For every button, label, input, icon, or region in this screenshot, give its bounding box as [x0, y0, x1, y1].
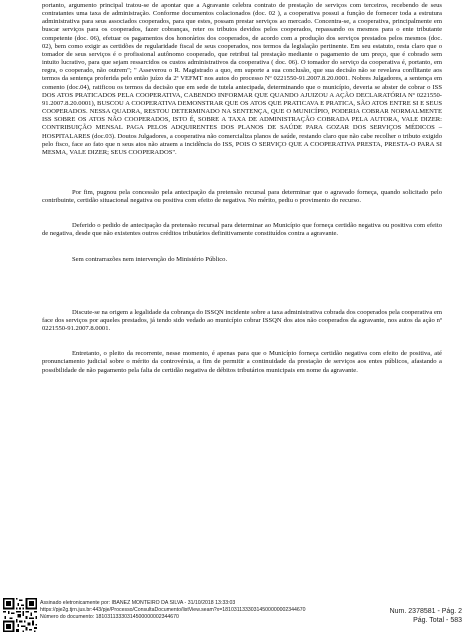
document-footer [0, 596, 474, 640]
document-body [42, 2, 442, 375]
document-url-link[interactable]: https://pje2g.tjrn.jus.br:443/pje/Processo/ConsultaDocumento/listView.seam?x=18103113330314500000002344670 [40, 607, 306, 614]
paragraph-deferred: Deferido o pedido de antecipação da pretensão recursal para determinar ao Município que forneça certidão negativa ou positiva com efeito de negativa, desde que não existentes outros créditos tributários definitivamente constituídos contra a agravante. [42, 222, 442, 238]
paragraph-however: Entretanto, o pleito da recorrente, nesse momento, é apenas para que o Município forneça certidão negativa com efeito de positiva, até pronunciamento judicial sobre o mérito da controvérsia, a fim de permitir a continuidade da prestação de serviços aos entes públicos, afastando a possibilidade de não pagamento pela falta de certidão negativa de débitos tributários municipais em nome da agravante. [42, 350, 442, 374]
paragraph-quoted-arguments: portanto, argumento principal tratou-se de apontar que a Agravante celebra contrato de prestação de serviços com terceiros, recebendo de seus contratantes uma taxa de administração. Conforme documentos colacionados (doc. 02 ), a cooperativa possui a função de fornecer toda a estrutura administrativa para seus associados cooperados, para que estes, possam prestar serviços ao mercado. Concentra-se, a cooperativa, principalmente em buscar serviços para os cooperados, fazer cobranças, reter os tributos devidos pelos cooperados, repassando os mesmos para o ente tributante competente (doc. 06), efetuar os pagamentos dos honorários dos cooperados, de acordo com a produção dos serviços prestados pelos mesmos (doc. 02), bem como exigir as certidões de regularidade fiscal de seus cooperados, nos termos da legislação pertinente. Em seu estatuto, resta claro que o tomador de seus serviços é o profissional autônomo cooperado, que retribui tal prestação mediante o pagamento de um preço, que é cobrado sem intuito lucrativo, para que sejam ressarcidos os custos administrativos da cooperativa ( doc. 06). O tomador do serviço da cooperativa é, portanto, em regra, o cooperado, não outrem"; " Asseverou o R. Magistrado a quo, em suporte a sua conclusão, que sua decisão não se revelava conflitante aos termos da sentença proferida pelo então juízo da 2ª VEFMT nos autos do processo Nº 0221550-91.2007.8.20.0001. Nobres Julgadores, a sentença em comento (doc.04), ratificou os termos da decisão que em sede de tutela antecipada, determinando que o município, deveria se abster de cobrar o ISS DOS ATOS PRATICADOS PELA COOPERATIVA, CABENDO INFORMAR QUE QUANDO AJUIZOU A AÇÃO DECLARATÓRIA Nº 0221550-91.2007.8.20.0001), BUSCOU A COOPERATIVA DEMONSTRAR QUE OS ATOS QUE PRATICAVA E PRATICA, SÃO ATOS ENTRE SI E SEUS COOPERADOS. NESSA QUADRA, RESTOU DETERMINADO NA SENTENÇA, QUE O MUNICÍPIO, PODERIA COBRAR NORMALMENTE ISS SOBRE OS ATOS NÃO COOPERADOS, ISTO É, SOBRE A TAXA DE ADMINISTRAÇÃO COBRADA PELA AUTORA, VALE DIZER: CONTRIBUIÇÃO MENSAL PAGA PELOS ADQUIRENTES DOS PLANOS DE SAÚDE PARA GOZAR DOS SERVIÇOS MÉDICOS – HOSPITALARES (doc.03). Doutos Julgadores, a cooperativa não comercializa planos de saúde, restando claro que não cabe recolher o tributo exigido pelo fisco, face ao fato que n seus atos não atraem a incidência do ISS, POIS O SERVIÇO QUE A COOPERATIVA PRESTA, PRESTA-O PARA SI MESMA, VALE DIZER; SEUS COOPERADOS". [42, 2, 442, 156]
document-number-line: Número do documento: 18103113330314500000002344670 [40, 614, 179, 621]
signed-by-line: Assinado eletronicamente por: IBANEZ MONTEIRO DA SILVA - 31/10/2018 13:33:03 [40, 600, 236, 606]
page-numbering [390, 607, 462, 625]
qr-code-icon [3, 598, 37, 632]
signature-info [40, 600, 370, 622]
page-label: Num. 2378581 - Pág. 2 [389, 608, 462, 615]
total-pages-label: Pág. Total - 583 [413, 617, 462, 624]
paragraph-discussion: Discute-se na origem a legalidade da cobrança do ISSQN incidente sobre a taxa administrativa cobrada dos cooperados pela cooperativa em face dos serviços por aqueles prestados, já tendo sido vedado ao município cobrar ISSQN dos atos não cooperados da agravante, nos autos da ação nº 0221550-91.2007.8.0001. [42, 308, 442, 333]
paragraph-no-counterarguments: Sem contrarrazões nem intervenção do Ministério Público. [72, 255, 228, 263]
paragraph-request: Por fim, pugnou pela concessão pela antecipação da pretensão recursal para determinar que o agravado forneça, quando solicitado pelo contribuinte, certidão situacional negativa ou positiva com efeito de negativa. No mérito, pediu o provimento do recurso. [42, 188, 442, 205]
